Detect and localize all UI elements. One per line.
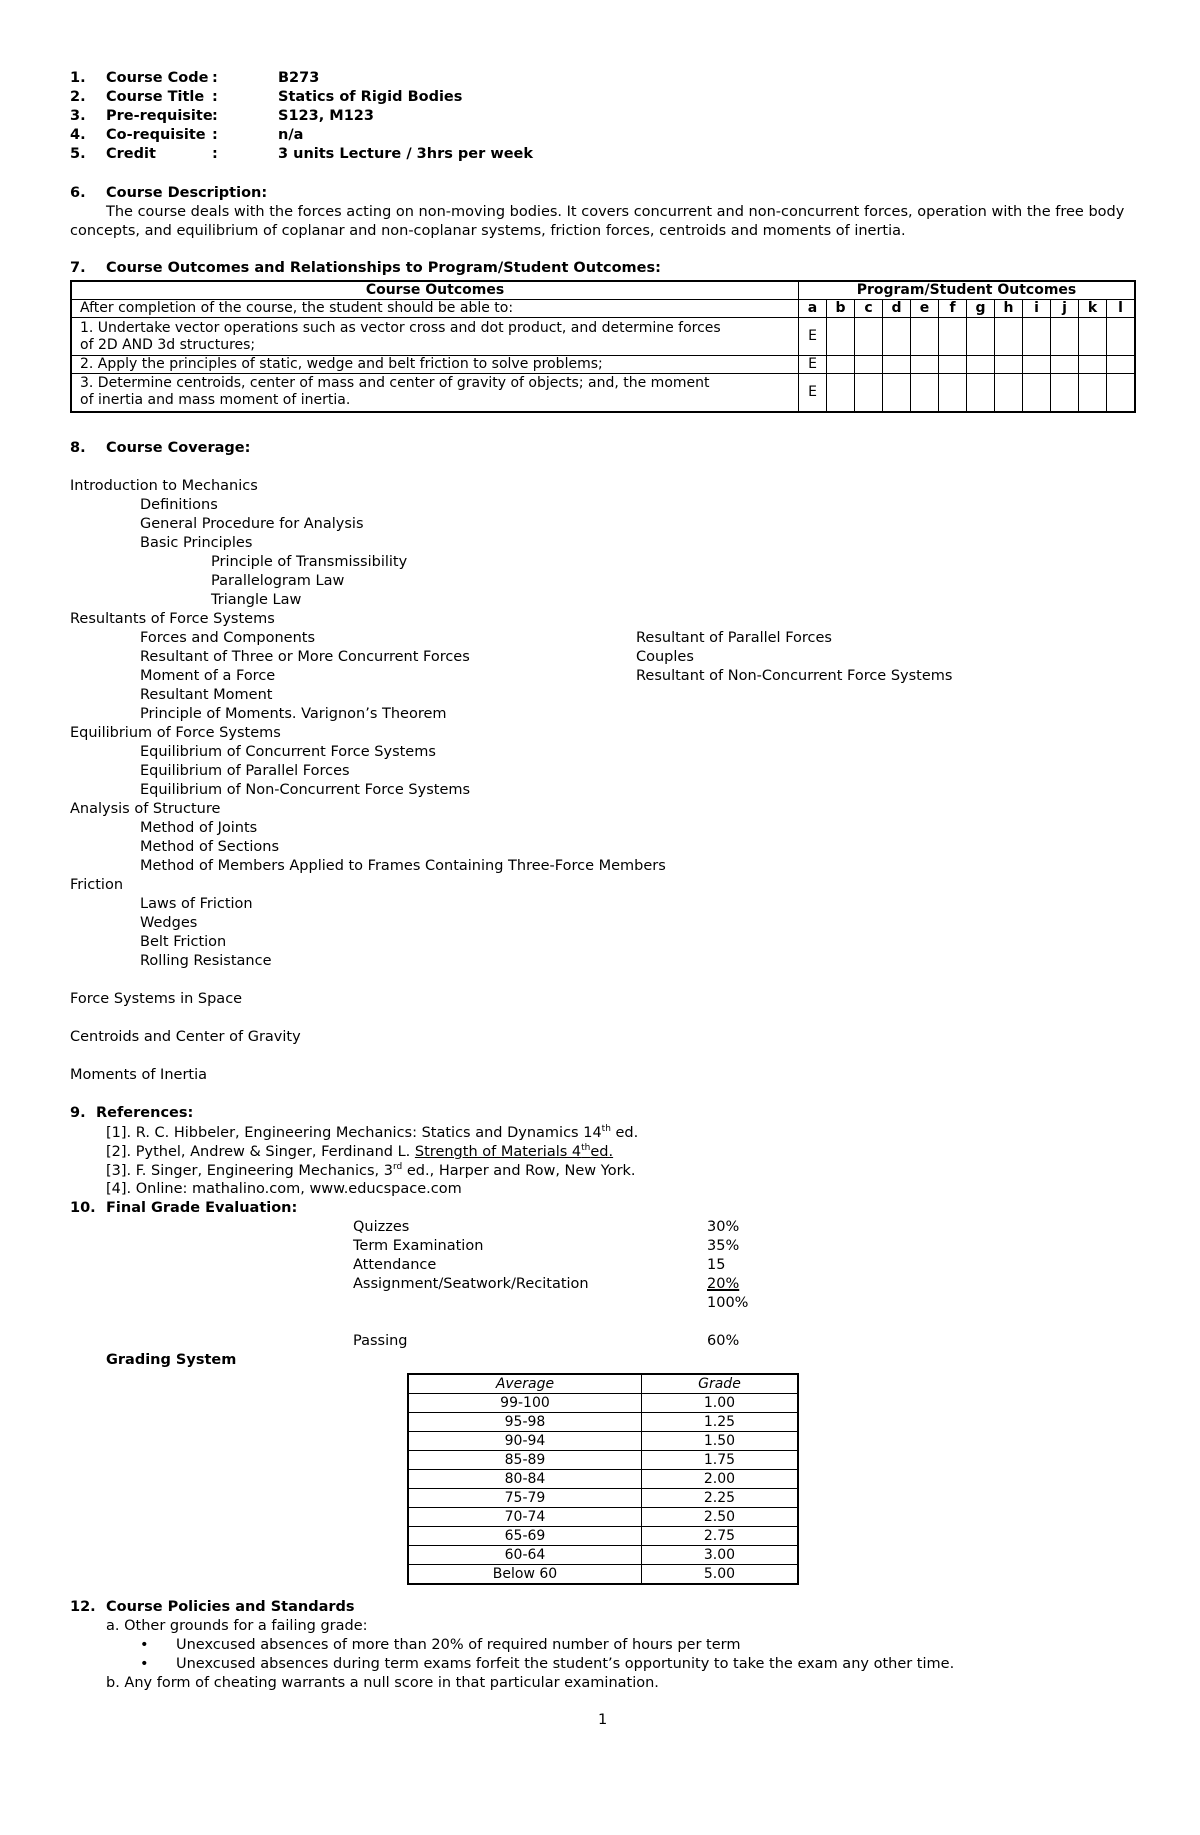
grading-row: 65-69 2.75	[408, 1527, 798, 1546]
grading-col-average: Average	[408, 1374, 641, 1394]
reference-2: [2]. Pythel, Andrew & Singer, Ferdinand L. Strength of Materials 4thed.	[106, 1143, 614, 1160]
references-heading: 9. References:	[70, 1105, 194, 1121]
topic: Moments of Inertia	[70, 1067, 207, 1083]
grading-row: 99-100 1.00	[408, 1394, 798, 1413]
topic: Friction	[70, 877, 124, 893]
outcome-mark: E	[799, 356, 827, 374]
subtopic: Principle of Transmissibility	[211, 554, 408, 570]
description-heading: 6. Course Description:	[70, 185, 268, 201]
subtopic: Resultant of Parallel Forces	[636, 630, 832, 646]
outcomes-intro: After completion of the course, the student should be able to:	[71, 300, 799, 318]
eval-total: 100%	[707, 1295, 749, 1311]
evaluation-heading: 10. Final Grade Evaluation:	[70, 1200, 298, 1216]
outcomes-table	[70, 280, 1136, 413]
outcome-row: 1. Undertake vector operations such as vector cross and dot product, and determine forces of 2D AND 3d structures; E	[71, 318, 1135, 356]
eval-label: Attendance	[353, 1257, 437, 1273]
subtopic: Belt Friction	[140, 934, 227, 950]
outcome-letter: b	[827, 300, 855, 318]
grading-row: 80-84 2.00	[408, 1470, 798, 1489]
passing-label: Passing	[353, 1333, 408, 1349]
subtopic: Wedges	[140, 915, 198, 931]
subtopic: Equilibrium of Parallel Forces	[140, 763, 350, 779]
outcome-letter: f	[939, 300, 967, 318]
bullet-icon: •	[140, 1656, 149, 1672]
description-line-2: concepts, and equilibrium of coplanar and non-coplanar systems, friction forces, centroids and moments of inertia.	[70, 223, 906, 239]
eval-value: 20%	[707, 1276, 740, 1292]
subtopic: Laws of Friction	[140, 896, 253, 912]
outcome-letter: l	[1107, 300, 1136, 318]
eval-label: Term Examination	[353, 1238, 484, 1254]
grading-heading: Grading System	[106, 1352, 237, 1368]
subtopic: Method of Sections	[140, 839, 280, 855]
outcome-letter: g	[967, 300, 995, 318]
subtopic: Forces and Components	[140, 630, 316, 646]
outcomes-col-left: Course Outcomes	[71, 281, 799, 300]
policy-a: a. Other grounds for a failing grade:	[106, 1618, 368, 1634]
subtopic: Resultant Moment	[140, 687, 273, 703]
subtopic: Triangle Law	[211, 592, 302, 608]
reference-3: [3]. F. Singer, Engineering Mechanics, 3rd ed., Harper and Row, New York.	[106, 1162, 636, 1179]
subtopic: General Procedure for Analysis	[140, 516, 364, 532]
outcomes-heading: 7. Course Outcomes and Relationships to Program/Student Outcomes:	[70, 260, 661, 276]
topic: Introduction to Mechanics	[70, 478, 258, 494]
subtopic: Method of Members Applied to Frames Containing Three-Force Members	[140, 858, 666, 874]
subtopic: Couples	[636, 649, 694, 665]
policy-b: b. Any form of cheating warrants a null score in that particular examination.	[106, 1675, 659, 1691]
subtopic: Definitions	[140, 497, 218, 513]
outcome-letter: a	[799, 300, 827, 318]
eval-label: Quizzes	[353, 1219, 410, 1235]
outcome-row: 3. Determine centroids, center of mass and center of gravity of objects; and, the moment of inertia and mass moment of inertia. E	[71, 374, 1135, 412]
subtopic: Equilibrium of Non-Concurrent Force Systems	[140, 782, 471, 798]
eval-label: Assignment/Seatwork/Recitation	[353, 1276, 589, 1292]
outcome-letter: c	[855, 300, 883, 318]
policies-heading: 12. Course Policies and Standards	[70, 1599, 355, 1615]
subtopic: Resultant of Non-Concurrent Force Systems	[636, 668, 953, 684]
grading-row: Below 60 5.00	[408, 1565, 798, 1585]
coverage-heading: 8. Course Coverage:	[70, 440, 251, 456]
subtopic: Method of Joints	[140, 820, 258, 836]
eval-value: 15	[707, 1257, 726, 1273]
topic: Equilibrium of Force Systems	[70, 725, 281, 741]
course-code-row: 1. Course Code : B273	[70, 70, 320, 86]
topic: Force Systems in Space	[70, 991, 243, 1007]
bullet-icon: •	[140, 1637, 149, 1653]
policy-bullet-1: • Unexcused absences of more than 20% of required number of hours per term	[140, 1637, 741, 1653]
grading-row: 60-64 3.00	[408, 1546, 798, 1565]
outcome-row: 2. Apply the principles of static, wedge and belt friction to solve problems; E	[71, 356, 1135, 374]
page-number: 1	[598, 1712, 608, 1728]
subtopic: Rolling Resistance	[140, 953, 272, 969]
prerequisite-row: 3. Pre-requisite: S123, M123	[70, 108, 374, 124]
grading-table	[407, 1373, 799, 1585]
grading-row: 70-74 2.50	[408, 1508, 798, 1527]
grading-col-grade: Grade	[641, 1374, 798, 1394]
course-title-row: 2. Course Title : Statics of Rigid Bodies	[70, 89, 463, 105]
credit-row: 5. Credit : 3 units Lecture / 3hrs per week	[70, 146, 534, 162]
eval-value: 30%	[707, 1219, 740, 1235]
outcome-mark: E	[799, 318, 827, 356]
topic: Analysis of Structure	[70, 801, 221, 817]
grading-row: 85-89 1.75	[408, 1451, 798, 1470]
grading-row: 95-98 1.25	[408, 1413, 798, 1432]
outcomes-col-right: Program/Student Outcomes	[799, 281, 1136, 300]
subtopic: Basic Principles	[140, 535, 253, 551]
corequisite-row: 4. Co-requisite : n/a	[70, 127, 304, 143]
reference-1: [1]. R. C. Hibbeler, Engineering Mechanics: Statics and Dynamics 14th ed.	[106, 1124, 639, 1141]
passing-value: 60%	[707, 1333, 740, 1349]
subtopic: Principle of Moments. Varignon’s Theorem	[140, 706, 447, 722]
topic: Resultants of Force Systems	[70, 611, 275, 627]
subtopic: Parallelogram Law	[211, 573, 345, 589]
subtopic: Resultant of Three or More Concurrent Forces	[140, 649, 470, 665]
topic: Centroids and Center of Gravity	[70, 1029, 301, 1045]
outcome-letter: d	[883, 300, 911, 318]
outcome-letter: h	[995, 300, 1023, 318]
reference-4: [4]. Online: mathalino.com, www.educspace.com	[106, 1181, 462, 1197]
policy-bullet-2: • Unexcused absences during term exams forfeit the student’s opportunity to take the exam any other time.	[140, 1656, 955, 1672]
grading-row: 90-94 1.50	[408, 1432, 798, 1451]
subtopic: Equilibrium of Concurrent Force Systems	[140, 744, 436, 760]
outcome-letter: j	[1051, 300, 1079, 318]
outcome-letter: k	[1079, 300, 1107, 318]
grading-row: 75-79 2.25	[408, 1489, 798, 1508]
eval-value: 35%	[707, 1238, 740, 1254]
outcome-letter: i	[1023, 300, 1051, 318]
outcome-letter: e	[911, 300, 939, 318]
description-line-1: The course deals with the forces acting on non-moving bodies. It covers concurrent and non-concurrent forces, operation with the free body	[106, 204, 1125, 220]
outcome-mark: E	[799, 374, 827, 412]
subtopic: Moment of a Force	[140, 668, 276, 684]
